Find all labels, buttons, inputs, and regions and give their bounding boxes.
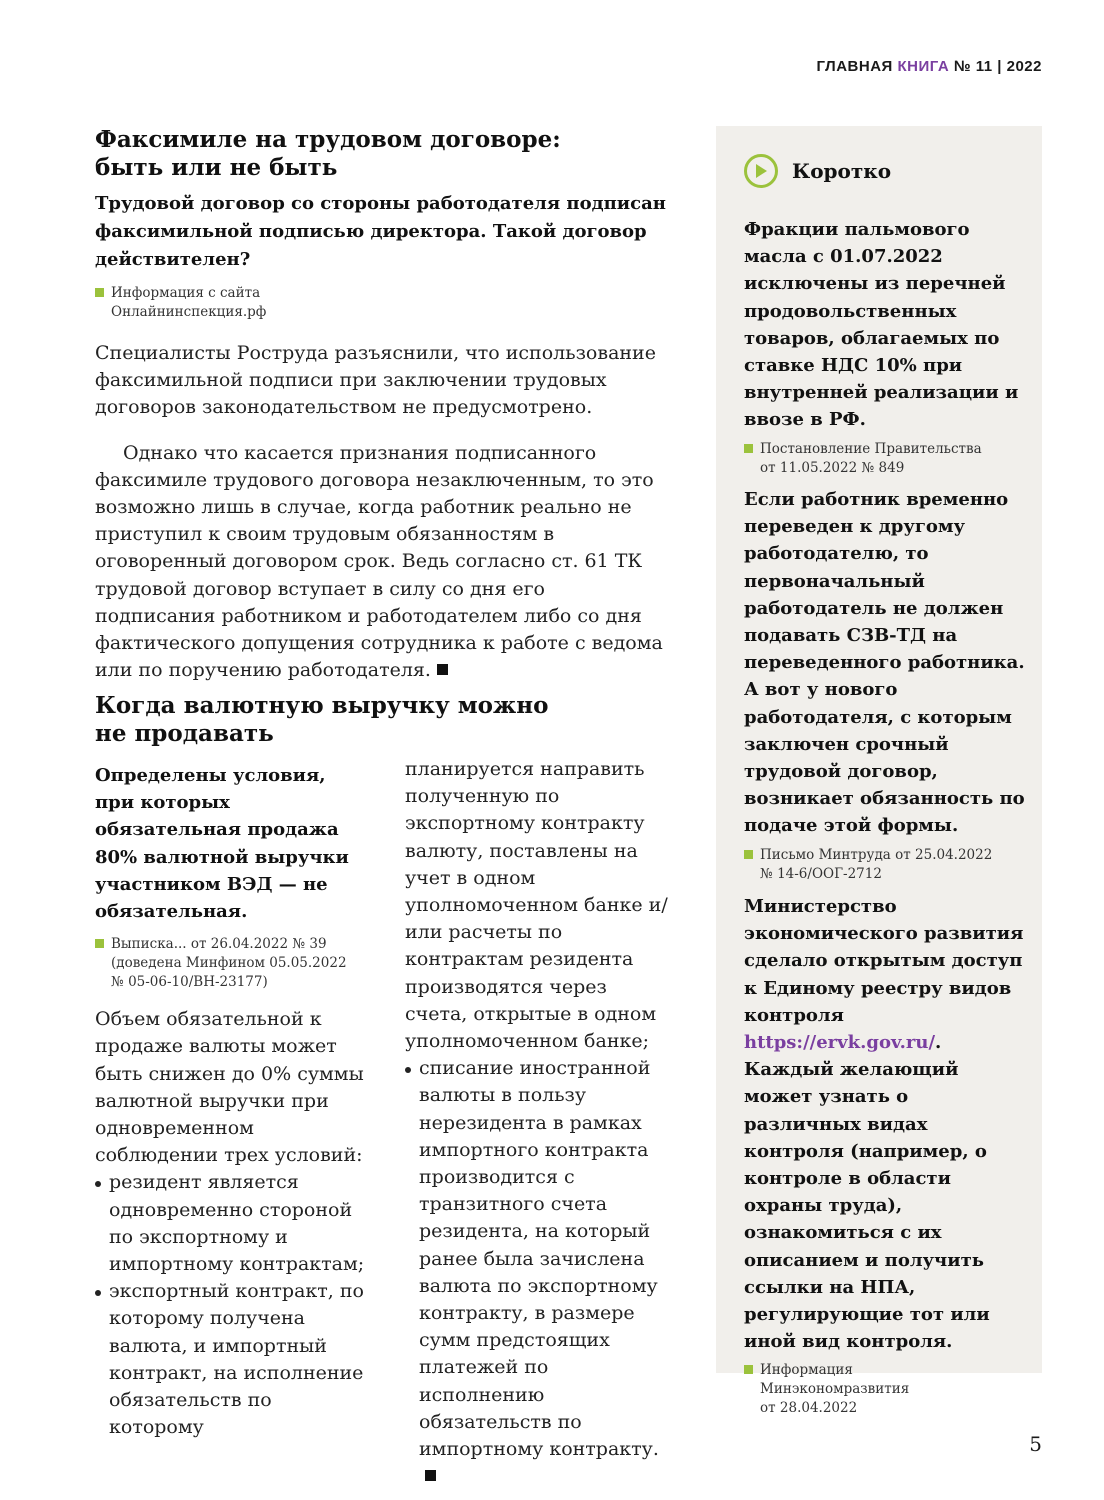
- article2-title-line1: Когда валютную выручку можно: [95, 692, 549, 719]
- sidebar-item3-source-line3: от 28.04.2022: [760, 1400, 858, 1417]
- masthead-part3: № 11 | 2022: [953, 58, 1042, 75]
- article2-source: [95, 935, 367, 992]
- source-marker-icon: [95, 939, 104, 948]
- article2-bullet3: [405, 1055, 670, 1490]
- article1-title-line2: быть или не быть: [95, 154, 338, 181]
- article1-source-line1: Информация с сайта: [111, 285, 261, 301]
- ervk-link[interactable]: https://ervk.gov.ru/: [744, 1032, 936, 1054]
- end-mark-icon: [437, 664, 448, 675]
- article2-column1: [95, 762, 367, 1490]
- article1-title-line1: Факсимиле на трудовом договоре:: [95, 126, 561, 153]
- sidebar-item1-source-line1: Постановление Правительства: [760, 440, 982, 457]
- sidebar-item3-source-line2: Минэкономразвития: [760, 1381, 910, 1398]
- source-marker-icon: [744, 444, 753, 453]
- article-facsimile: [95, 126, 670, 684]
- article2-bullet1: резидент является одновременно стороной по экспортному и импортному контрактам;: [95, 1169, 367, 1278]
- play-icon: [744, 154, 778, 188]
- article2-title: [95, 692, 670, 748]
- article1-title: [95, 126, 670, 182]
- page-number: 5: [1029, 1432, 1042, 1456]
- article1-lead: Трудовой договор со стороны работодателя подписан факсимильной подписью директора. Такой договор действителен?: [95, 193, 666, 270]
- sidebar-header: [744, 154, 891, 188]
- sidebar-item2-source-line1: Письмо Минтруда от 25.04.2022: [760, 846, 993, 863]
- sidebar-item3-text-before: Министерство экономического развития сделало открытым доступ к Единому реестру видов контроля: [744, 896, 1024, 1026]
- article2-source-line2: (доведена Минфином 05.05.2022: [111, 955, 347, 972]
- sidebar-item-palm-oil: [744, 216, 1029, 478]
- sidebar-item2-text: Если работник временно переведен к другому работодателю, то первоначальный работодатель не должен подавать СЗВ-ТД на переведенного работника. А вот у нового работодателя, с которым заключен срочный трудовой договор, возникает обязанность по подаче этой формы.: [744, 489, 1025, 837]
- article2-bullet3-text: списание иностранной валюты в пользу нерезидента в рамках импортного контракта производится с транзитного счета резидента, на который ранее была зачислена валюта по экспортному контракту, в размере сумм предстоящих платежей по исполнению обязательств по импортному контракту.: [419, 1057, 659, 1461]
- sidebar-item2-source-line2: № 14-6/ООГ-2712: [760, 865, 882, 882]
- source-marker-icon: [744, 850, 753, 859]
- article2-bullets-col1: [95, 1169, 367, 1441]
- end-mark-icon: [425, 1470, 436, 1481]
- sidebar-item2-source: [744, 846, 1029, 884]
- article1-source: [95, 284, 670, 322]
- sidebar-item-ervk: [744, 893, 1029, 1418]
- sidebar-title: Коротко: [792, 159, 892, 183]
- sidebar-item3-source: [744, 1361, 1029, 1418]
- masthead-part1: ГЛАВНАЯ: [816, 58, 893, 75]
- article2-lead: Определены условия, при которых обязательная продажа 80% валютной выручки участником ВЭД — не обязательная.: [95, 765, 349, 923]
- sidebar-item1-text: Фракции пальмового масла с 01.07.2022 исключены из перечней продовольственных товаров, облагаемых по ставке НДС 10% при внутренней реализации и ввозе в РФ.: [744, 219, 1019, 431]
- sidebar-item-szv-td: [744, 486, 1029, 884]
- source-marker-icon: [95, 288, 104, 297]
- article2-source-line3: № 05-06-10/ВН-23177): [111, 974, 268, 991]
- article1-source-line2: Онлайнинспекция.рф: [111, 304, 267, 320]
- article2-source-line1: Выписка... от 26.04.2022 № 39: [111, 936, 327, 953]
- sidebar-item3-text-after: . Каждый желающий может узнать о различных видах контроля (например, о контроле в области охраны труда), ознакомиться с их описанием и получить ссылки на НПА, регулирующие тот или иной вид контроля.: [744, 1032, 990, 1353]
- article1-paragraph2-text: Однако что касается признания подписанного факсимиле трудового договора незаключенным, то это возможно лишь в случае, когда работник реально не приступил к своим трудовым обязанностям в оговоренный договором срок. Ведь согласно ст. 61 ТК трудовой договор вступает в силу со дня его подписания работником и работодателем либо со дня фактического допущения сотрудника к работе с ведома или по поручению работодателя.: [95, 441, 663, 682]
- article1-paragraph2: [95, 440, 670, 685]
- masthead: [817, 58, 1042, 75]
- source-marker-icon: [744, 1365, 753, 1374]
- article2-intro: Объем обязательной к продаже валюты может быть снижен до 0% суммы валютной выручки при одновременном соблюдении трех условий:: [95, 1008, 364, 1167]
- article2-column2: [405, 756, 670, 1490]
- article2-col2-text: планируется направить полученную по экспортному контракту валюту, поставлены на учет в одном уполномоченном банке и/или расчеты по контрактам резидента производятся через счета, открытые в одном уполномоченном банке;: [405, 758, 668, 1053]
- article2-bullets-col2: [405, 1055, 670, 1490]
- article-currency: [95, 692, 670, 1490]
- sidebar-item1-source-line2: от 11.05.2022 № 849: [760, 459, 905, 476]
- sidebar-item1-source: [744, 440, 1029, 478]
- sidebar-item3-source-line1: Информация: [760, 1362, 853, 1379]
- article2-bullet2: экспортный контракт, по которому получена валюта, и импортный контракт, на исполнение обязательств по которому: [95, 1278, 367, 1441]
- article2-columns: [95, 758, 670, 1490]
- article1-paragraph1: Специалисты Роструда разъяснили, что использование факсимильной подписи при заключении трудовых договоров законодательством не предусмотрено.: [95, 342, 656, 419]
- masthead-part2: КНИГА: [897, 58, 950, 75]
- article2-title-line2: не продавать: [95, 720, 274, 747]
- sidebar-briefly: [716, 126, 1042, 1417]
- sidebar-item3-text: [744, 893, 1029, 1355]
